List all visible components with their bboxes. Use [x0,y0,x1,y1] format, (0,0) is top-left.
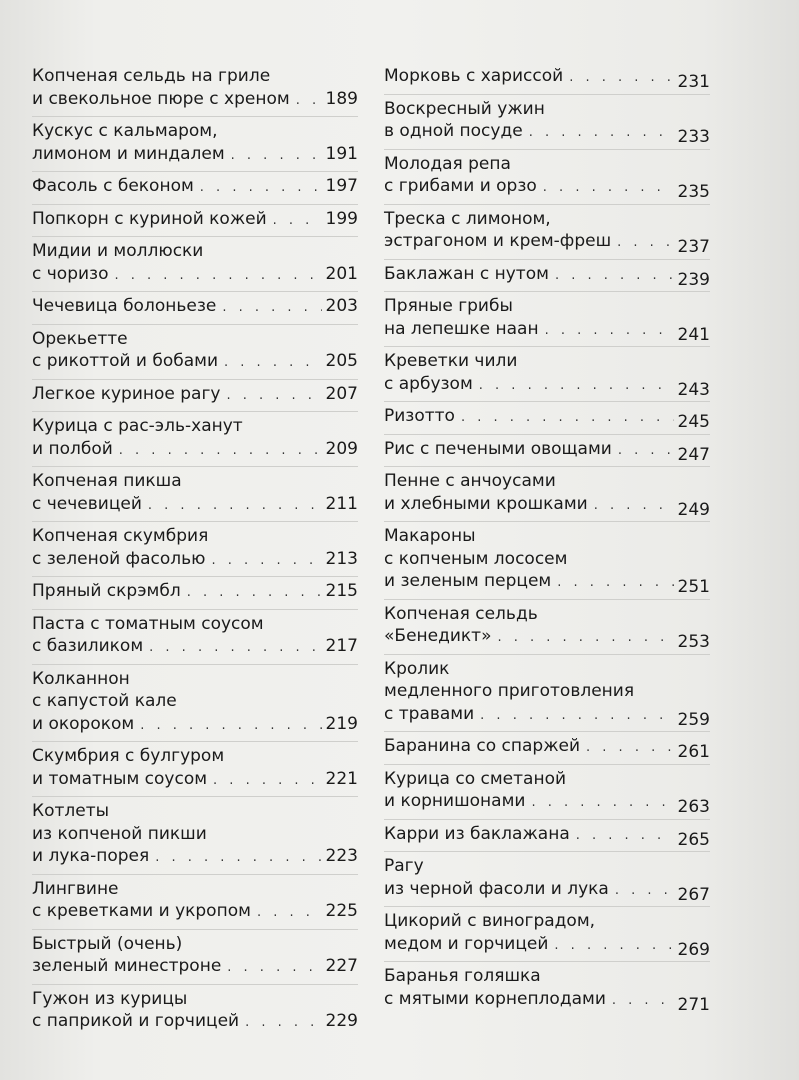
toc-entry-title-line: Карри из баклажана [384,823,570,844]
toc-entry [384,205,710,260]
toc-entry [32,875,358,930]
toc-page-number: 235 [677,182,710,202]
toc-entry-title-line: Фасоль с беконом [32,176,194,196]
toc-entry-last-line [32,295,358,320]
toc-entry-title-line: лимоном и миндалем [32,143,225,164]
dot-leader [187,582,322,605]
toc-entry-last-line [32,768,358,793]
toc-entry [32,292,358,325]
toc-entry [32,665,358,743]
toc-entry-title-line: Паста с томатным соусом [32,613,264,634]
toc-entry [384,852,710,907]
toc-entry [384,347,710,402]
toc-entry-last-line [384,493,710,518]
toc-entry-title-line: и полбой [32,438,113,459]
toc-entry-last-line [32,383,358,408]
toc-entry-title-line: Копченая сельдь [384,603,538,624]
toc-entry [32,380,358,413]
toc-entry [384,260,710,293]
toc-entry-title-line: с чоризо [32,263,109,284]
toc-entry [384,600,710,655]
toc-entry-title-line: с зеленой фасолью [32,548,206,569]
toc-entry-last-line [32,175,358,200]
dot-leader [114,265,321,288]
toc-entry-title-line: с травами [384,703,475,724]
toc-page-number: 261 [677,742,710,762]
toc-entry [32,577,358,610]
dot-leader [211,550,321,573]
toc-entry [384,95,710,150]
toc-entry [384,435,710,468]
dot-leader [119,440,322,463]
toc-entry [32,62,358,117]
toc-page-number: 241 [677,324,710,345]
toc-entry-title-line: Котлеты [32,801,110,821]
dot-leader [569,67,673,90]
toc-entry-title-line: Курица со сметаной [384,768,567,789]
toc-entry [384,467,710,522]
dot-leader [555,265,674,288]
toc-entry-title-line: с мятыми корнеплодами [384,988,606,1009]
dot-leader [149,637,321,660]
toc-entry-last-line [384,570,710,595]
toc-entry-last-line [384,263,710,288]
dot-leader [554,935,673,958]
toc-entry-title-line: и хлебными крошками [384,493,588,514]
toc-entry-title-line: Легкое куриное рагу [32,383,221,404]
toc-entry-title-line: с капустой кале [32,691,177,711]
toc-entry-last-line [384,373,710,398]
toc-entry-title-line: в одной посуде [384,121,523,141]
toc-entry-title-line: Чечевица болоньезе [32,296,217,316]
toc-entry-last-line [32,1010,358,1035]
dot-leader [227,957,321,980]
toc-page-number: 237 [677,237,710,257]
toc-entry [32,172,358,205]
toc-entry-title-line: Макароны [384,526,476,546]
dot-leader [531,792,673,815]
toc-entry-title-line: с паприкой и горчицей [32,1011,240,1031]
toc-entry-last-line [384,790,710,815]
toc-page-number: 265 [677,829,710,850]
dot-leader [594,495,674,518]
toc-page-number: 209 [325,438,358,459]
toc-page-number: 251 [677,577,710,597]
dot-leader [497,627,673,650]
dot-leader [222,297,321,320]
toc-entry-last-line [32,900,358,925]
toc-entry-title-line: Орекьетте [32,328,128,349]
toc-page-number: 197 [325,176,358,196]
toc-entry-title-line: Пряный скрэмбл [32,581,181,601]
toc-entry-last-line [32,438,358,463]
toc-entry [384,732,710,765]
toc-entry-title-line: с арбузом [384,373,473,394]
toc-entry [384,962,710,1016]
toc-page-number: 233 [677,127,710,147]
toc-entry-title-line: медом и горчицей [384,933,549,954]
dot-leader [273,210,322,233]
toc-page-number: 263 [677,797,710,817]
toc-entry-last-line [384,625,710,650]
dot-leader [545,320,674,343]
toc-entry-title-line: и свекольное пюре с хреном [32,88,290,109]
toc-entry [32,610,358,665]
toc-entry-last-line [384,318,710,343]
dot-leader [231,145,322,168]
toc-page-number: 219 [325,713,358,734]
toc-entry-last-line [32,263,358,288]
toc-entry-last-line [32,88,358,113]
toc-left-column [32,62,358,1039]
toc-entry-last-line [384,878,710,903]
toc-entry-title-line: и лука-порея [32,846,150,866]
toc-entry [32,930,358,985]
toc-entry-title-line: эстрагоном и крем-фреш [384,231,612,251]
toc-entry-last-line [32,713,358,738]
toc-page-number: 191 [325,143,358,164]
dot-leader [576,825,674,848]
toc-entry-title-line: медленного приготовления [384,681,635,701]
toc-entry-last-line [32,208,358,233]
toc-entry-title-line: Курица с рас-эль-ханут [32,416,243,436]
toc-right-column [384,62,710,1016]
toc-entry-title-line: и томатным соусом [32,768,208,789]
toc-entry [32,117,358,172]
toc-entry-title-line: с копченым лососем [384,548,568,569]
toc-entry-last-line [384,65,710,90]
toc-page-number: 227 [325,956,358,976]
toc-entry [32,325,358,380]
dot-leader [200,177,322,200]
toc-entry-last-line [384,230,710,255]
toc-entry [384,522,710,600]
toc-entry-last-line [32,493,358,518]
toc-entry-last-line [384,438,710,463]
toc-page-number: 259 [677,709,710,730]
toc-entry [32,205,358,238]
toc-entry-title-line: Кролик [384,658,450,679]
toc-entry-title-line: Попкорн с куриной кожей [32,208,267,229]
toc-entry-last-line [384,405,710,430]
toc-entry [32,412,358,467]
toc-entry [32,237,358,292]
toc-entry [32,742,358,797]
toc-entry-title-line: Скумбрия с булгуром [32,746,225,766]
toc-page-number: 205 [325,351,358,371]
toc-entry-title-line: Лингвине [32,878,119,899]
toc-entry-title-line: с грибами и орзо [384,176,537,196]
dot-leader [148,495,322,518]
toc-page-number: 229 [325,1011,358,1031]
toc-entry [32,985,358,1039]
toc-entry-title-line: Ризотто [384,406,455,426]
toc-entry-title-line: Копченая пикша [32,471,182,491]
toc-entry [384,820,710,853]
toc-entry-title-line: Копченая скумбрия [32,526,209,546]
dot-leader [586,737,674,760]
dot-leader [617,232,673,255]
toc-entry-last-line [384,703,710,728]
toc-page-number: 225 [325,901,358,921]
dot-leader [226,385,321,408]
toc-entry-last-line [32,548,358,573]
toc-page-number: 201 [325,263,358,284]
toc-entry [384,292,710,347]
toc-entry-title-line: из черной фасоли и лука [384,878,609,899]
toc-entry-last-line [384,175,710,200]
dot-leader [557,572,673,595]
toc-entry [384,655,710,733]
toc-entry-last-line [32,845,358,870]
toc-entry-title-line: из копченой пикши [32,823,207,844]
toc-entry-title-line: Кускус с кальмаром, [32,121,218,141]
toc-entry-title-line: Баранина со спаржей [384,736,581,756]
dot-leader [612,990,674,1013]
dot-leader [245,1012,321,1035]
dot-leader [140,715,321,738]
toc-entry-title-line: и зеленым перцем [384,571,552,591]
toc-entry-title-line: Мидии и моллюски [32,241,204,261]
toc-entry-last-line [32,350,358,375]
toc-entry [384,765,710,820]
toc-page-number: 245 [677,412,710,432]
dot-leader [618,440,674,463]
toc-entry-title-line: и окороком [32,713,135,734]
toc-entry [32,467,358,522]
toc-entry-title-line: Креветки чили [384,351,518,371]
toc-entry-title-line: Гужон из курицы [32,988,188,1009]
toc-page-number: 271 [677,994,710,1015]
toc-entry-title-line: Морковь с хариссой [384,66,564,86]
toc-entry-title-line: Пряные грибы [384,296,513,316]
toc-entry [384,62,710,95]
toc-page-number: 215 [325,581,358,601]
toc-entry-title-line: «Бенедикт» [384,626,492,646]
toc-entry-title-line: с чечевицей [32,493,142,514]
toc-entry-title-line: с креветками и укропом [32,901,251,921]
toc-page-number: 207 [325,383,358,404]
toc-entry-last-line [384,120,710,145]
toc-entry-title-line: Колканнон [32,668,130,689]
toc-entry [384,402,710,435]
toc-entry-title-line: Треска с лимоном, [384,208,551,229]
toc-entry-title-line: Молодая репа [384,153,511,174]
toc-page-number: 239 [677,269,710,290]
toc-page-number: 213 [325,548,358,569]
toc-entry-last-line [32,955,358,980]
toc-page-number: 249 [677,499,710,520]
toc-entry-title-line: Копченая сельдь на гриле [32,66,271,86]
toc-entry-title-line: Воскресный ужин [384,98,545,119]
toc-page-number: 243 [677,379,710,400]
toc-entry [384,150,710,205]
toc-page-number: 217 [325,636,358,656]
toc-page-number: 269 [677,939,710,960]
toc-entry [32,797,358,875]
toc-page-number: 247 [677,444,710,465]
toc-entry-last-line [384,933,710,958]
toc-entry [32,522,358,577]
dot-leader [480,705,673,728]
dot-leader [615,880,674,903]
toc-entry-title-line: Баранья голяшка [384,966,541,986]
toc-entry-title-line: Цикорий с виноградом, [384,911,596,931]
toc-entry-last-line [32,143,358,168]
dot-leader [224,352,322,375]
toc-entry-title-line: Рис с печеными овощами [384,438,612,459]
toc-entry-title-line: Пенне с анчоусами [384,471,556,491]
toc-entry-title-line: и корнишонами [384,791,526,811]
toc-entry-title-line: зеленый минестроне [32,956,222,976]
toc-entry-last-line [384,988,710,1013]
toc-entry-title-line: на лепешке наан [384,318,539,339]
dot-leader [213,770,322,793]
dot-leader [529,122,674,145]
toc-page-number: 223 [325,846,358,866]
toc-entry-last-line [384,823,710,848]
toc-entry-title-line: Быстрый (очень) [32,933,183,954]
toc-page-number: 203 [325,296,358,316]
toc-entry-title-line: с базиликом [32,636,144,656]
toc-page-number: 267 [677,884,710,905]
dot-leader [461,407,674,430]
dot-leader [155,847,321,870]
toc-page-number: 253 [677,632,710,652]
toc-entry [384,907,710,962]
toc-entry-last-line [32,580,358,605]
toc-page-number: 189 [325,88,358,109]
toc-page-number: 211 [325,493,358,514]
dot-leader [296,90,322,113]
toc-entry-last-line [384,735,710,760]
dot-leader [479,375,674,398]
toc-page-number: 221 [325,768,358,789]
toc-page-number: 199 [325,208,358,229]
toc-page-number: 231 [677,72,710,92]
toc-entry-last-line [32,635,358,660]
dot-leader [543,177,674,200]
toc-entry-title-line: Баклажан с нутом [384,263,549,284]
toc-entry-title-line: Рагу [384,856,424,876]
dot-leader [257,902,322,925]
toc-entry-title-line: с рикоттой и бобами [32,351,219,371]
